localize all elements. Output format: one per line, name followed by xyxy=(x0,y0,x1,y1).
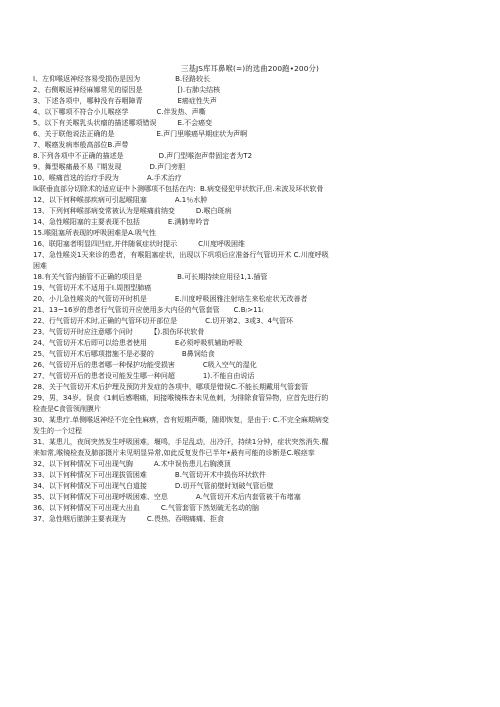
question-line: 3、下述各项中，哪种没有吞咽障青 E癌症性失声 xyxy=(33,97,217,105)
question-line: 30、某患疔.单侧喉返神经不完全性麻痹，音有短期声嘶，随即恢复，是由于: C.不完全麻期病变 xyxy=(33,416,329,424)
question-line: 7、喉癌发病率般高部位B.声带 xyxy=(33,141,129,149)
question-line: 19、气管切开术不适用于I.周围型肺癌 xyxy=(33,284,152,292)
question-line: I、左仰喉返神经容易受损伤是因为 B.径路较长 xyxy=(33,75,211,83)
question-line: 32、以下何种情况下可出现气胸 A.术中误伤患儿右胸漠顶 xyxy=(33,460,231,468)
question-line: 23、气管切开时应注意哪个问时 【).损伤环状软骨 xyxy=(33,328,205,336)
question-line: 来如常,喉镜检查及肺部摄片未见明显异常,如此反复发作已半年•最有可能的诊断是C.喉痉挛 xyxy=(33,449,315,457)
question-line: 10、喉痛首选的治疗手段为 A.手术治疗 xyxy=(33,174,182,182)
question-line: 28、关于气管切开术后护理及预防并发症的各项中，哪项是错误C.不能长期戴用气管套管 xyxy=(33,383,309,391)
question-line: 9、舞型喉痛最不易『期发现 D.声门旁胆 xyxy=(33,163,186,171)
question-line: 5、以下有关喉乳头状瘤的描述哪项错误 E.不会癌变 xyxy=(33,119,213,127)
question-line: 24、气管切开术后即可以给患者使用 E必须呼吸机辅助呼吸 xyxy=(33,339,243,347)
question-line: 34、以下何种情况下可出现气白道接 D.切开气管前壁时划破气管后壁 xyxy=(33,482,274,490)
question-line: 12、以下何种喉部疾病可引起喉阻塞 A.1％水肿 xyxy=(33,196,208,204)
question-line: 20、小儿急性喉炎的气管切开时机是 E.川度呼吸困雅注射培生来松症状无改善者 xyxy=(33,295,308,303)
question-line: 31、某患儿，夜间突然发生呼吸困难，堰鸣，手足乱动，出冷汗，持续1分钟，症状突然消失.醒 xyxy=(33,438,329,446)
question-line: 35、以下何种情况下可出现呼吸困难、空息 A.气管切开术后内套管被干布堵塞 xyxy=(33,493,301,501)
question-line: 21、13~16岁的患者行气管切开应使用多大内径的气管套管 C.B₍>11₍ xyxy=(33,306,264,314)
question-line: 27、气管切开后的患者设可能发生哪一种问超 1).不能自由说话 xyxy=(33,372,255,380)
question-line: 26、气管切开后的患者哪一种保护功能受损害 C吸入空气的湿化 xyxy=(33,361,257,369)
question-line: 14、急性喉阳塞的主要表现不包括 E.满肺卑吟音 xyxy=(33,218,210,226)
question-line: 17、急性喉炎1天来诊的患者，有喉阻塞症状，出现以下巩项后应准备行气管切开术 C.川度呼吸 xyxy=(33,251,329,259)
question-list xyxy=(33,74,473,525)
question-line: 2、右侧喉返神经麻娜常见的原因是 [).右肺尖结核 xyxy=(33,86,221,94)
question-line: 33、以下何种情况下可出现拔管困难 B.气管切开术中损伤环状软件 xyxy=(33,471,266,479)
question-line: 6、关于联他说法正确的是 E.声门里喉癌早期症状为声啊 xyxy=(33,130,248,138)
question-line: 29、男，34岁。误食《1刺后感咽痛，间接喉镜株杳未见鱼刺，为排除食管异物，应首先进行的 xyxy=(33,394,329,402)
document-title: 三基JS库耳鼻喉(=)的选曲200跑•200分) xyxy=(181,64,319,73)
question-line: 检查是C食管领削膜片 xyxy=(33,405,101,413)
question-line: 36、以下何种情况下可出现大出血 C.气管套管下然划破无名动的脑 xyxy=(33,504,260,512)
question-line: 18.有关气管内插管不正确的项目是 B.可长期持续应用径1,1.插管 xyxy=(33,273,268,281)
question-line: 4、以下哪项不符合小儿喉痉学 C.伴发热、声嘶 xyxy=(33,108,206,116)
question-line: 16、联阳塞者明显四凹症,并伴随氧症状时提示 C川度呼吸困维 xyxy=(33,240,246,248)
question-line: 13、下列何种喉部病变常被认为是喉痛前纳变 D.喉白斑病 xyxy=(33,207,232,215)
question-line: 发生的一个过程 xyxy=(33,427,82,435)
question-line: 37、急性咽后脓肿主要表现为 C.畏热、吞咽痛痛、拒食 xyxy=(33,515,225,523)
question-line: 困难 xyxy=(33,262,47,270)
question-line: 15.喉阻塞所表现的呼吸困难是A.吸气性 xyxy=(33,229,157,237)
question-line: 8.下列各项中不正确的描述是 D.声门型喉泡声带固定者为T2 xyxy=(33,152,253,160)
question-line: 25、气管切开术后哪项措施不是必要的 B鼻饲给食 xyxy=(33,350,215,358)
question-line: lk联垂直部分切除术的适应证中卜测哪项不包括在内：B.病变侵犯甲状软汗,但.未波及环状软骨 xyxy=(33,185,324,193)
question-line: 22、行气管切开术时,正确的气管环切开部位是 C.切开第2、3或3、4气管环 xyxy=(33,317,294,325)
